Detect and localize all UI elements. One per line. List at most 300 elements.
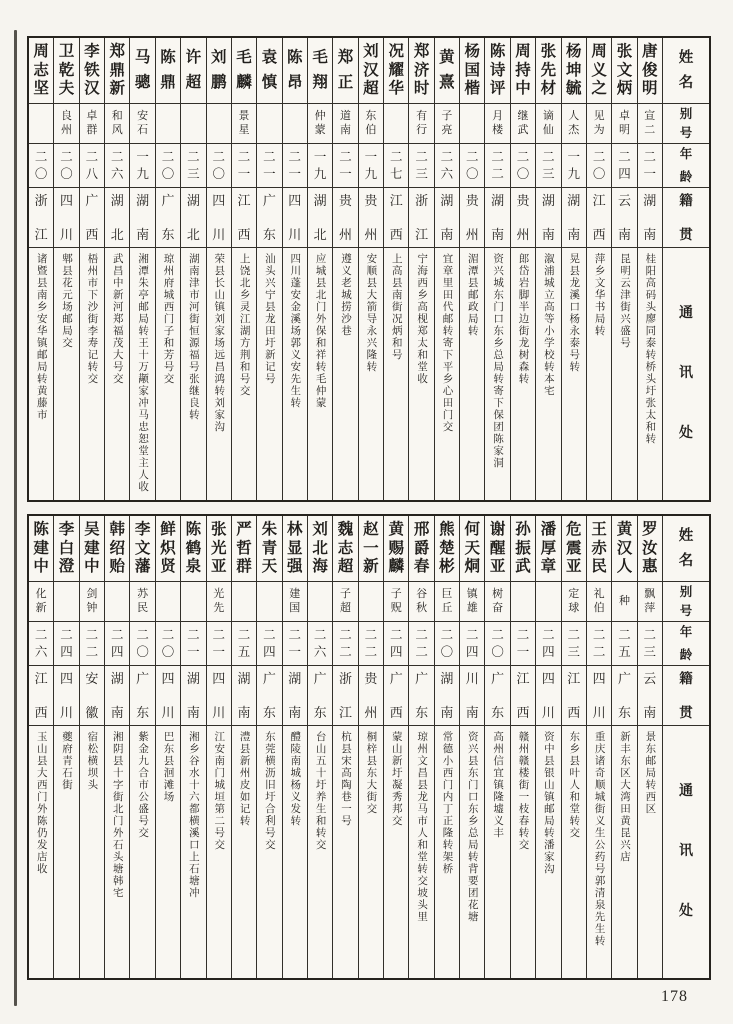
age-cell: 二 六	[29, 622, 53, 666]
person-column	[54, 516, 79, 978]
page-number: 178	[661, 988, 688, 1005]
address-cell: 巴东县洄滩场	[162, 731, 174, 803]
person-column	[333, 38, 358, 500]
alias-cell: 东 伯	[359, 104, 383, 144]
person-column	[80, 516, 105, 978]
address-cell: 杭县宋高陶巷一号	[340, 731, 351, 827]
origin-cell: 湖 南	[130, 188, 154, 248]
age-cell: 二 二	[333, 622, 357, 666]
alias-cell: 镇 雄	[460, 582, 484, 622]
name-cell: 陈 昂	[283, 38, 307, 104]
origin-cell: 广 东	[257, 666, 281, 726]
alias-cell	[29, 104, 53, 144]
alias-cell	[460, 104, 484, 144]
age-cell: 二 〇	[207, 144, 231, 188]
address-cell: 醴陵南城杨义发转	[289, 731, 301, 827]
person-column	[562, 516, 587, 978]
address-cell: 夔府青石街	[61, 731, 73, 791]
age-cell: 二 三	[562, 622, 586, 666]
origin-cell: 湖 南	[105, 666, 129, 726]
person-column	[232, 38, 257, 500]
address-cell: 梧州市下沙街李寿记转交	[86, 253, 98, 385]
person-column	[333, 516, 358, 978]
name-cell: 郑 鼎 新	[105, 38, 129, 104]
age-cell: 二 一	[257, 144, 281, 188]
address-cell: 东乡县叶人和堂转交	[568, 731, 580, 839]
alias-cell: 苏 民	[130, 582, 154, 622]
address-cell: 新丰东区大湾田黄昆兴店	[618, 731, 630, 863]
origin-cell: 四 川	[54, 666, 78, 726]
age-cell: 二 〇	[54, 144, 78, 188]
person-column	[359, 38, 384, 500]
person-column	[536, 38, 561, 500]
origin-cell: 四 川	[207, 188, 231, 248]
alias-cell	[207, 104, 231, 144]
alias-cell	[257, 582, 281, 622]
person-column	[536, 516, 561, 978]
person-column	[384, 38, 409, 500]
age-cell: 二 四	[105, 622, 129, 666]
alias-cell: 礼 伯	[587, 582, 611, 622]
address-cell: 昆明云津街兴盛号	[618, 253, 630, 349]
name-cell: 周 义 之	[587, 38, 611, 104]
alias-cell: 有 行	[409, 104, 433, 144]
origin-cell: 湖 南	[283, 666, 307, 726]
person-column	[156, 516, 181, 978]
name-cell: 张 光 亚	[207, 516, 231, 582]
age-cell: 二 一	[333, 144, 357, 188]
person-column	[105, 38, 130, 500]
alias-cell	[54, 582, 78, 622]
person-column	[511, 516, 536, 978]
age-cell: 二 三	[638, 622, 662, 666]
age-cell: 一 九	[130, 144, 154, 188]
age-cell: 二 二	[485, 144, 509, 188]
age-cell: 二 二	[359, 622, 383, 666]
origin-cell: 湖 南	[638, 188, 662, 248]
name-cell: 刘 汉 超	[359, 38, 383, 104]
name-cell: 危 震 亚	[562, 516, 586, 582]
header-age: 年 龄	[663, 144, 709, 188]
person-column	[257, 516, 282, 978]
address-cell: 台山五十圩养生和转交	[314, 731, 326, 851]
address-cell: 郫县花元场邮局交	[61, 253, 73, 349]
age-cell: 二 〇	[156, 144, 180, 188]
origin-cell: 广 东	[257, 188, 281, 248]
name-cell: 陈 建 中	[29, 516, 53, 582]
address-cell: 赣州赣楼街一枝春转交	[517, 731, 529, 851]
name-cell: 赵 一 新	[359, 516, 383, 582]
address-cell: 湘潭朱亭邮局转王十万颟家冲马忠恕堂主人收	[137, 253, 149, 493]
person-column	[283, 516, 308, 978]
origin-cell: 湖 南	[232, 666, 256, 726]
name-cell: 李 文 藩	[130, 516, 154, 582]
alias-cell	[181, 582, 205, 622]
name-cell: 李 白 澄	[54, 516, 78, 582]
person-column	[435, 516, 460, 978]
age-cell: 二 六	[308, 622, 332, 666]
age-cell: 二 二	[80, 622, 104, 666]
header-address: 通 讯 处	[678, 784, 693, 919]
name-cell: 邢 爵 春	[409, 516, 433, 582]
origin-cell: 四 川	[283, 188, 307, 248]
roster-table-bottom	[27, 514, 711, 980]
age-cell: 二 二	[587, 622, 611, 666]
name-cell: 许 超	[181, 38, 205, 104]
name-cell: 林 显 强	[283, 516, 307, 582]
person-column	[156, 38, 181, 500]
origin-cell: 川 南	[460, 666, 484, 726]
address-cell: 桂阳高码头廖同泰转桥头圩张太和转	[644, 253, 656, 445]
origin-cell: 湖 南	[435, 666, 459, 726]
address-cell: 晃县龙溪口杨永泰号转	[568, 253, 580, 373]
age-cell: 二 八	[80, 144, 104, 188]
name-cell: 张 文 炳	[612, 38, 636, 104]
address-cell: 湘乡谷水十六都横溪口上石塘冲	[187, 731, 199, 899]
alias-cell: 卓 明	[612, 104, 636, 144]
alias-cell	[156, 104, 180, 144]
address-cell: 溆浦城立高等小学校转本宅	[542, 253, 554, 397]
address-cell: 蒙山新圩凝秀邦交	[390, 731, 402, 827]
address-cell: 遵义老城捞沙巷	[340, 253, 351, 337]
alias-cell: 飘 萍	[638, 582, 662, 622]
person-column	[359, 516, 384, 978]
origin-cell: 云 南	[638, 666, 662, 726]
alias-cell: 人 杰	[562, 104, 586, 144]
age-cell: 一 九	[562, 144, 586, 188]
address-cell: 湖南津市河街恒源福号张继良转	[187, 253, 199, 421]
age-cell: 二 四	[384, 622, 408, 666]
age-cell: 二 七	[384, 144, 408, 188]
origin-cell: 四 川	[587, 666, 611, 726]
person-column	[130, 38, 155, 500]
name-cell: 陈 诗 评	[485, 38, 509, 104]
name-cell: 王 赤 民	[587, 516, 611, 582]
person-column	[29, 516, 54, 978]
person-column	[409, 516, 434, 978]
origin-cell: 湖 南	[536, 188, 560, 248]
name-cell: 罗 汝 惠	[638, 516, 662, 582]
address-cell: 资兴县东门口东乡总局转背要团花塘	[466, 731, 478, 923]
person-column	[612, 516, 637, 978]
name-cell: 马 骢	[130, 38, 154, 104]
origin-cell: 四 川	[207, 666, 231, 726]
address-cell: 安顺县大箭导永兴隆转	[365, 253, 377, 373]
address-cell: 宜章里田代邮转寄下平乡心田门交	[441, 253, 453, 433]
address-cell: 常德小西门内丁正隆转架桥	[441, 731, 453, 875]
roster-table-top	[27, 36, 711, 502]
alias-cell: 子 亮	[435, 104, 459, 144]
person-column	[29, 38, 54, 500]
origin-cell: 湖 北	[181, 188, 205, 248]
alias-cell	[257, 104, 281, 144]
origin-cell: 湖 北	[308, 188, 332, 248]
name-cell: 刘 北 海	[308, 516, 332, 582]
alias-cell	[359, 582, 383, 622]
alias-cell: 建 国	[283, 582, 307, 622]
name-cell: 郑 正	[333, 38, 357, 104]
person-column	[587, 38, 612, 500]
address-cell: 东莞横沥旧圩合利号交	[263, 731, 275, 851]
name-cell: 袁 慎	[257, 38, 281, 104]
alias-cell	[536, 582, 560, 622]
address-cell: 上高县南街况炳和号	[390, 253, 402, 361]
age-cell: 二 〇	[485, 622, 509, 666]
person-column	[384, 516, 409, 978]
origin-cell: 安 徽	[80, 666, 104, 726]
alias-cell: 定 球	[562, 582, 586, 622]
address-cell: 诸暨县南乡安华镇邮局转黄藤市	[35, 253, 47, 421]
alias-cell: 谪 仙	[536, 104, 560, 144]
scan-gutter-line	[14, 30, 17, 1006]
origin-cell: 江 西	[511, 666, 535, 726]
alias-cell: 化 新	[29, 582, 53, 622]
origin-cell: 浙 江	[409, 188, 433, 248]
age-cell: 一 九	[308, 144, 332, 188]
name-cell: 潘 厚 章	[536, 516, 560, 582]
person-column	[283, 38, 308, 500]
age-cell: 二 六	[105, 144, 129, 188]
person-column	[181, 516, 206, 978]
person-column	[612, 38, 637, 500]
origin-cell: 广 东	[485, 666, 509, 726]
name-cell: 况 耀 华	[384, 38, 408, 104]
age-cell: 二 二	[409, 622, 433, 666]
person-column	[207, 38, 232, 500]
address-cell: 应城县北门外保和祥转毛仲蒙	[314, 253, 326, 409]
origin-cell: 浙 江	[333, 666, 357, 726]
origin-cell: 浙 江	[29, 188, 53, 248]
name-cell: 吴 建 中	[80, 516, 104, 582]
origin-cell: 贵 州	[359, 188, 383, 248]
age-cell: 二 〇	[29, 144, 53, 188]
alias-cell	[105, 582, 129, 622]
address-cell: 四川蓬安金溪场郭义安先生转	[289, 253, 301, 409]
age-cell: 二 六	[435, 144, 459, 188]
address-cell: 澧县新州皮如记转	[238, 731, 250, 827]
person-column	[638, 516, 663, 978]
person-column	[54, 38, 79, 500]
address-cell: 湄潭县邮政局转	[466, 253, 478, 337]
age-cell: 二 四	[536, 622, 560, 666]
alias-cell: 继 武	[511, 104, 535, 144]
alias-cell: 仲 蒙	[308, 104, 332, 144]
alias-cell: 见 为	[587, 104, 611, 144]
alias-cell: 安 石	[130, 104, 154, 144]
address-cell: 琼州府城西门子和芳号交	[162, 253, 174, 385]
age-cell: 二 一	[283, 144, 307, 188]
age-cell: 二 〇	[460, 144, 484, 188]
origin-cell: 江 西	[384, 188, 408, 248]
person-column	[460, 38, 485, 500]
name-cell: 周 持 中	[511, 38, 535, 104]
header-alias: 别 号	[663, 104, 709, 144]
person-column	[562, 38, 587, 500]
name-cell: 黄 赐 麟	[384, 516, 408, 582]
address-cell: 资中县银山镇邮局转潘家沟	[542, 731, 554, 875]
alias-cell: 谷 秋	[409, 582, 433, 622]
alias-cell	[511, 582, 535, 622]
address-cell: 紫金九合市公盛号交	[137, 731, 149, 839]
name-cell: 何 天 烔	[460, 516, 484, 582]
alias-cell: 剑 钟	[80, 582, 104, 622]
alias-cell: 子 超	[333, 582, 357, 622]
name-cell: 谢 醒 亚	[485, 516, 509, 582]
name-cell: 陈 鹤 泉	[181, 516, 205, 582]
name-cell: 陈 鼎	[156, 38, 180, 104]
alias-cell	[384, 104, 408, 144]
alias-cell: 卓 群	[80, 104, 104, 144]
person-column	[485, 516, 510, 978]
age-cell: 二 三	[536, 144, 560, 188]
age-cell: 二 一	[511, 622, 535, 666]
origin-cell: 贵 州	[460, 188, 484, 248]
address-cell: 琼州文昌县龙马市人和堂转交坡头里	[416, 731, 428, 923]
name-cell: 张 先 材	[536, 38, 560, 104]
name-cell: 刘 鹏	[207, 38, 231, 104]
address-cell: 重庆诸奇顺城街义生公药号郭清泉先生转	[593, 731, 605, 947]
address-cell: 玉山县大西门外陈仍发店收	[35, 731, 47, 875]
origin-cell: 云 南	[612, 188, 636, 248]
origin-cell: 广 东	[308, 666, 332, 726]
origin-cell: 湖 南	[562, 188, 586, 248]
header-column	[663, 516, 709, 978]
name-cell: 熊 楚 彬	[435, 516, 459, 582]
person-column	[181, 38, 206, 500]
age-cell: 二 〇	[511, 144, 535, 188]
alias-cell: 树 奋	[485, 582, 509, 622]
alias-cell: 月 楼	[485, 104, 509, 144]
alias-cell: 光 先	[207, 582, 231, 622]
origin-cell: 贵 州	[333, 188, 357, 248]
person-column	[308, 516, 333, 978]
header-name: 姓 名	[663, 38, 709, 104]
origin-cell: 广 东	[612, 666, 636, 726]
origin-cell: 广 东	[130, 666, 154, 726]
name-cell: 周 志 坚	[29, 38, 53, 104]
person-column	[587, 516, 612, 978]
person-column	[460, 516, 485, 978]
origin-cell: 广 东	[156, 188, 180, 248]
age-cell: 一 九	[359, 144, 383, 188]
origin-cell: 广 东	[409, 666, 433, 726]
header-origin: 籍 贯	[663, 188, 709, 248]
person-column	[105, 516, 130, 978]
alias-cell	[283, 104, 307, 144]
origin-cell: 江 西	[232, 188, 256, 248]
origin-cell: 四 川	[54, 188, 78, 248]
header-column	[663, 38, 709, 500]
alias-cell	[181, 104, 205, 144]
address-cell: 江安南门城垣第二号交	[213, 731, 225, 851]
origin-cell: 广 西	[80, 188, 104, 248]
person-column	[257, 38, 282, 500]
origin-cell: 贵 州	[359, 666, 383, 726]
address-cell: 汕头兴宁县龙田圩新记号	[263, 253, 275, 385]
alias-cell: 景 星	[232, 104, 256, 144]
address-cell: 宿松横坝头	[86, 731, 98, 791]
age-cell: 二 〇	[587, 144, 611, 188]
origin-cell: 四 川	[536, 666, 560, 726]
person-column	[511, 38, 536, 500]
person-column	[308, 38, 333, 500]
origin-cell: 江 西	[562, 666, 586, 726]
name-cell: 黄 汉 人	[612, 516, 636, 582]
address-cell: 桐梓县东大街交	[365, 731, 377, 815]
name-cell: 毛 麟	[232, 38, 256, 104]
name-cell: 孙 振 武	[511, 516, 535, 582]
origin-cell: 湖 南	[435, 188, 459, 248]
name-cell: 黄 熹	[435, 38, 459, 104]
person-column	[409, 38, 434, 500]
header-age: 年 龄	[663, 622, 709, 666]
name-cell: 李 铁 汉	[80, 38, 104, 104]
address-cell: 资兴城东门口东乡总局转寄下保团陈家洞	[492, 253, 504, 469]
alias-cell	[232, 582, 256, 622]
name-cell: 郑 济 时	[409, 38, 433, 104]
origin-cell: 湖 南	[485, 188, 509, 248]
age-cell: 二 一	[181, 622, 205, 666]
header-address: 通 讯 处	[678, 306, 693, 441]
age-cell: 二 四	[460, 622, 484, 666]
header-origin: 籍 贯	[663, 666, 709, 726]
age-cell: 二 一	[232, 144, 256, 188]
alias-cell: 种	[612, 582, 636, 622]
alias-cell: 宣 二	[638, 104, 662, 144]
origin-cell: 湖 北	[105, 188, 129, 248]
alias-cell	[308, 582, 332, 622]
age-cell: 二 四	[257, 622, 281, 666]
person-column	[207, 516, 232, 978]
address-cell: 高州信宜镇隆墟义丰	[492, 731, 504, 839]
name-cell: 唐 俊 明	[638, 38, 662, 104]
name-cell: 韩 绍 贻	[105, 516, 129, 582]
age-cell: 二 〇	[435, 622, 459, 666]
name-cell: 魏 志 超	[333, 516, 357, 582]
name-cell: 鲜 炽 贤	[156, 516, 180, 582]
address-cell: 武昌中新河郑福茂大号交	[111, 253, 123, 385]
alias-cell: 良 州	[54, 104, 78, 144]
origin-cell: 广 西	[384, 666, 408, 726]
origin-cell: 贵 州	[511, 188, 535, 248]
address-cell: 上饶北乡灵江湖方荆和号交	[238, 253, 250, 397]
age-cell: 二 五	[232, 622, 256, 666]
origin-cell: 江 西	[587, 188, 611, 248]
name-cell: 严 哲 群	[232, 516, 256, 582]
person-column	[485, 38, 510, 500]
person-column	[80, 38, 105, 500]
age-cell: 二 四	[54, 622, 78, 666]
origin-cell: 湖 南	[181, 666, 205, 726]
name-cell: 毛 翔	[308, 38, 332, 104]
person-column	[130, 516, 155, 978]
age-cell: 二 四	[612, 144, 636, 188]
name-cell: 杨 国 楷	[460, 38, 484, 104]
age-cell: 二 〇	[156, 622, 180, 666]
origin-cell: 四 川	[156, 666, 180, 726]
origin-cell: 江 西	[29, 666, 53, 726]
alias-cell: 巨 丘	[435, 582, 459, 622]
age-cell: 二 一	[283, 622, 307, 666]
alias-cell	[156, 582, 180, 622]
address-cell: 湘阴县十字街北门外石头塘韩宅	[111, 731, 123, 899]
age-cell: 二 五	[612, 622, 636, 666]
header-name: 姓 名	[663, 516, 709, 582]
person-column	[232, 516, 257, 978]
alias-cell: 子 贶	[384, 582, 408, 622]
name-cell: 卫 乾 夫	[54, 38, 78, 104]
person-column	[638, 38, 663, 500]
